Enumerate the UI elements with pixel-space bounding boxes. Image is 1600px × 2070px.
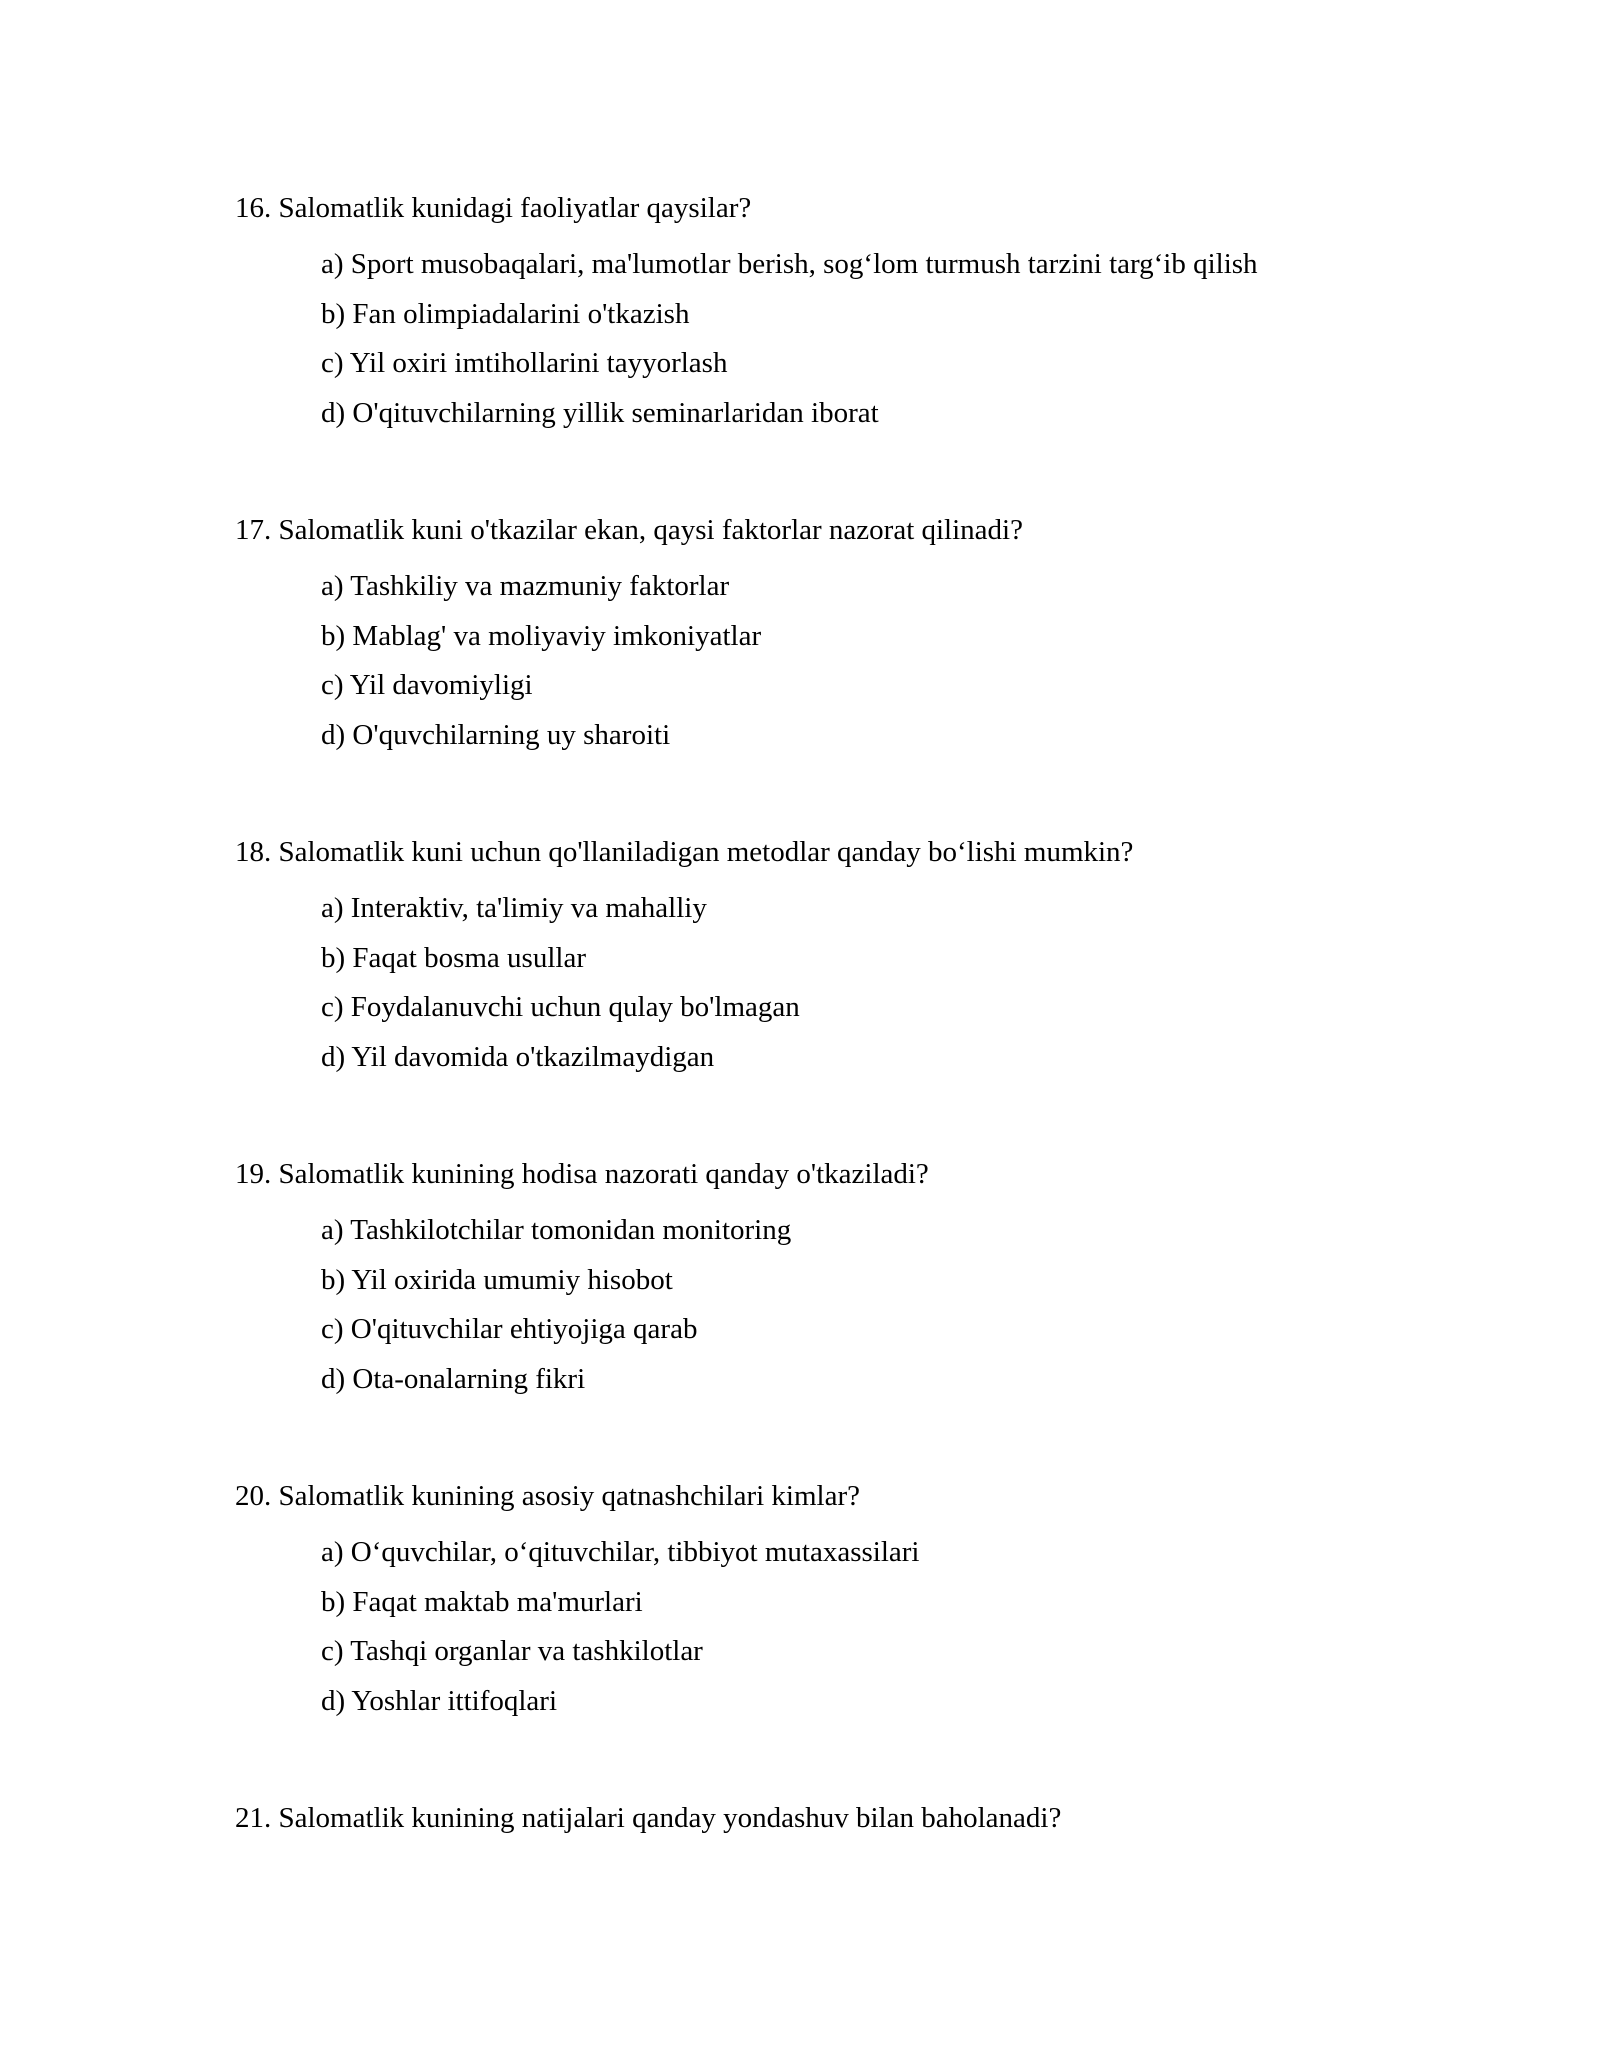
- question-18-option-d: d) Yil davomida o'tkazilmaydigan: [321, 1040, 715, 1073]
- question-20-option-d: d) Yoshlar ittifoqlari: [321, 1684, 558, 1717]
- question-16-text: 16. Salomatlik kunidagi faoliyatlar qaysilar?: [235, 192, 752, 224]
- question-16-option-c: c) Yil oxiri imtihollarini tayyorlash: [321, 347, 728, 379]
- question-20-text: 20. Salomatlik kunining asosiy qatnashchilari kimlar?: [235, 1480, 861, 1512]
- question-18-option-c: c) Foydalanuvchi uchun qulay bo'lmagan: [321, 991, 800, 1023]
- question-17-option-d: d) O'quvchilarning uy sharoiti: [321, 718, 671, 751]
- question-17-option-c: c) Yil davomiyligi: [321, 669, 533, 701]
- question-17-options: [321, 569, 1435, 752]
- question-20-option-c: c) Tashqi organlar va tashkilotlar: [321, 1635, 703, 1667]
- question-20-option-a: a) O‘quvchilar, o‘qituvchilar, tibbiyot mutaxassilari: [321, 1536, 920, 1568]
- question-19-option-d: d) Ota-onalarning fikri: [321, 1362, 586, 1395]
- question-16: [235, 191, 1435, 445]
- question-17-text: 17. Salomatlik kuni o'tkazilar ekan, qaysi faktorlar nazorat qilinadi?: [235, 514, 1023, 546]
- question-21-text: 21. Salomatlik kunining natijalari qanday yondashuv bilan baholanadi?: [235, 1802, 1062, 1834]
- question-19-option-a: a) Tashkilotchilar tomonidan monitoring: [321, 1214, 792, 1246]
- question-19-option-b: b) Yil oxirida umumiy hisobot: [321, 1263, 673, 1296]
- question-21: [235, 1801, 1435, 1835]
- question-16-options: [321, 247, 1435, 430]
- question-20: [235, 1479, 1435, 1733]
- question-18-option-a: a) Interaktiv, ta'limiy va mahalliy: [321, 892, 707, 924]
- question-19-text: 19. Salomatlik kunining hodisa nazorati qanday o'tkaziladi?: [235, 1158, 929, 1190]
- question-19-options: [321, 1213, 1435, 1396]
- question-16-option-b: b) Fan olimpiadalarini o'tkazish: [321, 297, 690, 330]
- question-17: [235, 513, 1435, 767]
- question-17-option-a: a) Tashkiliy va mazmuniy faktorlar: [321, 570, 730, 602]
- question-20-option-b: b) Faqat maktab ma'murlari: [321, 1585, 643, 1618]
- question-16-option-a: a) Sport musobaqalari, ma'lumotlar berish, sog‘lom turmush tarzini targ‘ib qilish: [321, 248, 1258, 280]
- question-19-option-c: c) O'qituvchilar ehtiyojiga qarab: [321, 1313, 698, 1345]
- question-20-options: [321, 1535, 1435, 1718]
- question-18-text: 18. Salomatlik kuni uchun qo'llaniladigan metodlar qanday bo‘lishi mumkin?: [235, 836, 1134, 868]
- question-18: [235, 835, 1435, 1089]
- question-18-option-b: b) Faqat bosma usullar: [321, 941, 586, 974]
- question-17-option-b: b) Mablag' va moliyaviy imkoniyatlar: [321, 619, 762, 652]
- question-19: [235, 1157, 1435, 1411]
- question-18-options: [321, 891, 1435, 1074]
- question-16-option-d: d) O'qituvchilarning yillik seminarlaridan iborat: [321, 396, 879, 429]
